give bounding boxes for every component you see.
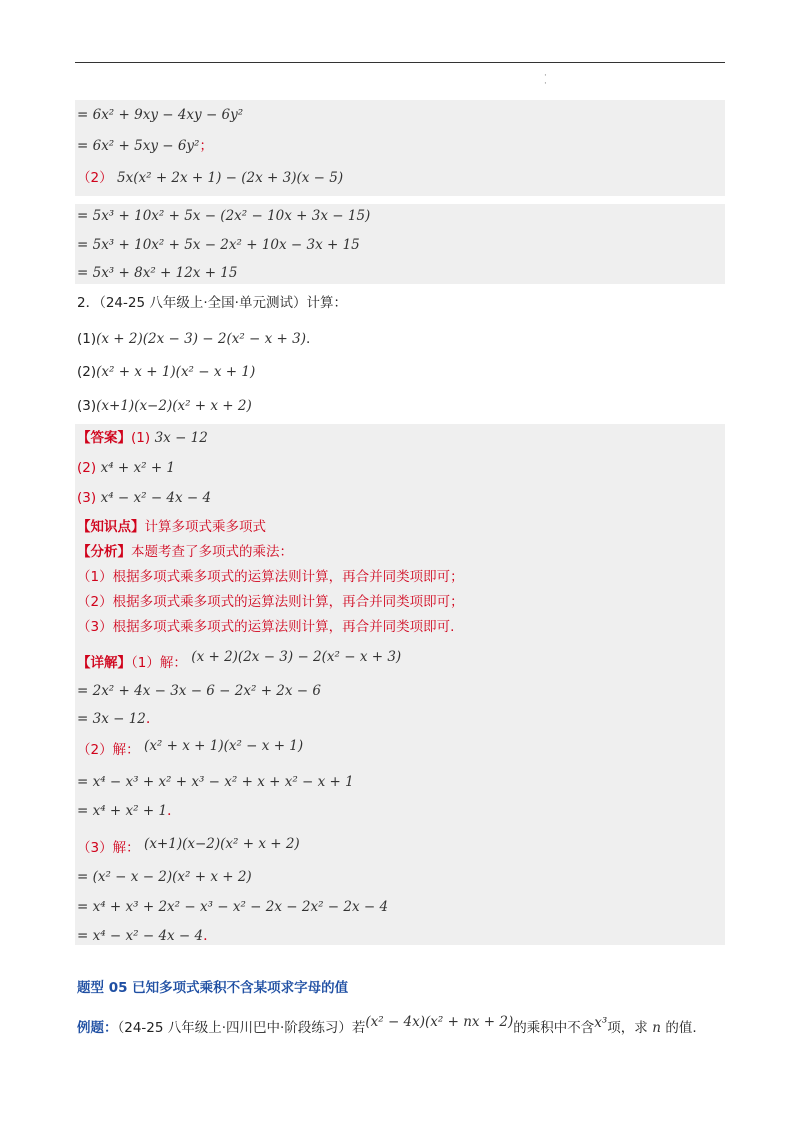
math-line: = x⁴ − x³ + x² + x³ − x² + x + x² − x + 1 <box>77 774 354 790</box>
analysis-step-2: （2）根据多项式乘多项式的运算法则计算，再合并同类项即可； <box>77 594 464 610</box>
math-line: = 5x³ + 10x² + 5x − (2x² − 10x + 3x − 15) <box>77 208 371 224</box>
detail-2-heading: （2）解： (x² + x + 1)(x² − x + 1) <box>77 738 304 758</box>
math-line: = (x² − x − 2)(x² + x + 2) <box>77 869 252 885</box>
analysis-step-1: （1）根据多项式乘多项式的运算法则计算，再合并同类项即可； <box>77 569 464 585</box>
question-part-1: (1)(x + 2)(2x − 3) − 2(x² − x + 3). <box>77 331 311 347</box>
detail-3-heading: （3）解： (x+1)(x−2)(x² + x + 2) <box>77 836 300 856</box>
header-rule <box>75 62 725 63</box>
math-line: = x⁴ + x² + 1. <box>77 803 172 819</box>
math-line: = 6x² + 9xy − 4xy − 6y² <box>77 107 244 123</box>
knowledge-point: 【知识点】计算多项式乘多项式 <box>77 519 266 535</box>
question-part-3: (3)(x+1)(x−2)(x² + x + 2) <box>77 398 252 414</box>
math-line: = x⁴ − x² − 4x − 4. <box>77 928 208 944</box>
math-line: = 6x² + 5xy − 6y²； <box>77 138 213 154</box>
answer-line-3: (3) x⁴ − x² − 4x − 4 <box>77 490 212 506</box>
sub-question-label: （2） 5x(x² + 2x + 1) − (2x + 3)(x − 5) <box>77 170 344 186</box>
detail-1-heading: 【详解】（1）解： (x + 2)(2x − 3) − 2(x² − x + 3) <box>77 649 402 671</box>
math-line: = 5x³ + 8x² + 12x + 15 <box>77 265 238 281</box>
math-line: = 3x − 12. <box>77 711 151 727</box>
math-line: = x⁴ + x³ + 2x² − x³ − x² − 2x − 2x² − 2x − 4 <box>77 899 389 915</box>
analysis-step-3: （3）根据多项式乘多项式的运算法则计算，再合并同类项即可. <box>77 619 455 635</box>
analysis: 【分析】本题考查了多项式的乘法： <box>77 544 293 560</box>
answer-line-2: (2) x⁴ + x² + 1 <box>77 460 176 476</box>
header-dots: · · <box>544 71 547 89</box>
math-line: = 5x³ + 10x² + 5x − 2x² + 10x − 3x + 15 <box>77 237 360 253</box>
question-part-2: (2)(x² + x + 1)(x² − x + 1) <box>77 364 256 380</box>
answer-line-1: 【答案】(1) 3x − 12 <box>77 430 208 446</box>
example-question: 例题：（24-25 八年级上·四川巴中·阶段练习）若(x² − 4x)(x² + nx + 2)的乘积中不含x³项，求 n 的值. <box>77 1014 697 1036</box>
question-stem: 2．（24-25 八年级上·全国·单元测试）计算： <box>77 295 347 311</box>
math-line: = 2x² + 4x − 3x − 6 − 2x² + 2x − 6 <box>77 683 321 699</box>
section-title: 题型 05 已知多项式乘积不含某项求字母的值 <box>77 980 349 996</box>
